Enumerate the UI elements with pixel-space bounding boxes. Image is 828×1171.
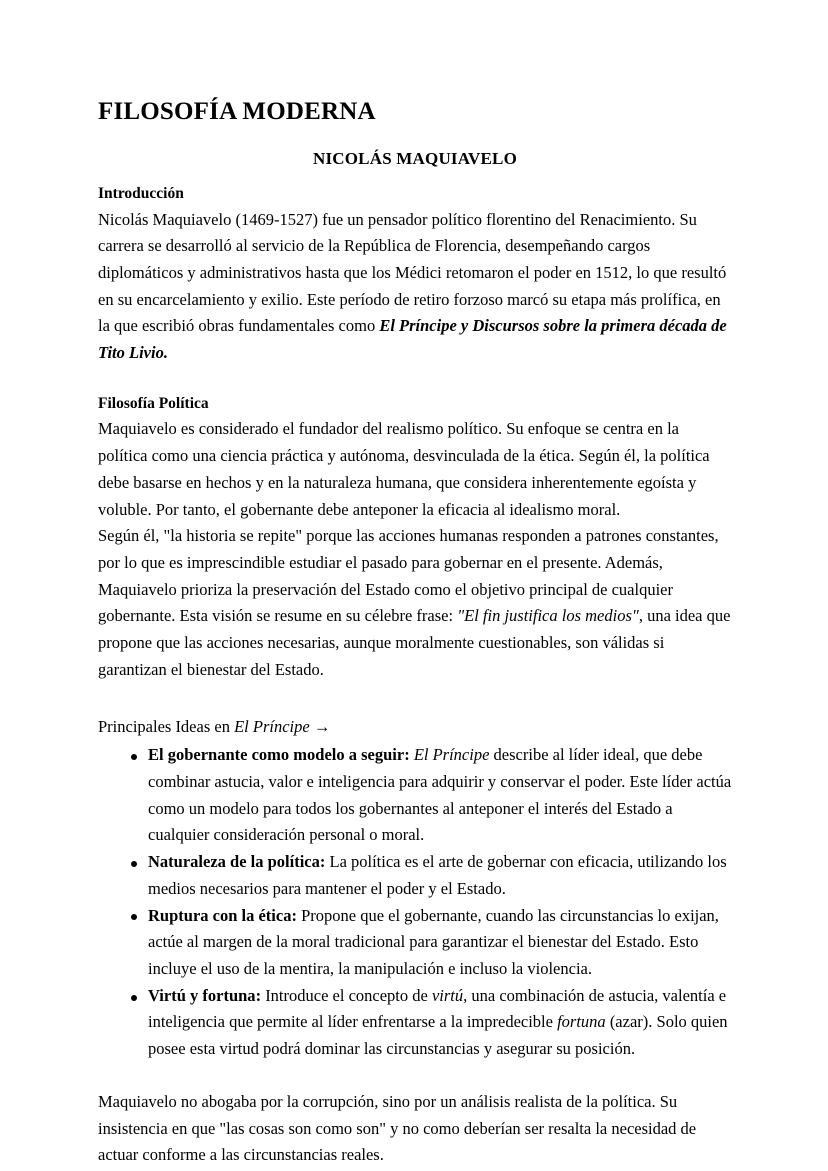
list-item	[98, 849, 732, 902]
closing-paragraph: Maquiavelo no abogaba por la corrupción, sino por un análisis realista de la política. Su insistencia en que "las cosas son como son" y no como deberían ser resalta la necesidad de actuar conforme a las circunstancias reales.	[98, 1091, 697, 1165]
idea-body-part2: , una combinación de astucia, valentía e inteligencia que permite al líder enfrentarse a la impredecible	[148, 985, 727, 1032]
idea-body-part3: (azar). Solo quien posee esta virtud podrá dominar las circunstancias y asegurar su posición.	[148, 1012, 728, 1059]
bullet-icon	[131, 995, 137, 1001]
paragraph-filosofia-politica-1: Maquiavelo es considerado el fundador del realismo político. Su enfoque se centra en la política como una ciencia práctica y autónoma, desvinculada de la ética. Según él, la política debe basarse en hechos y en la naturaleza humana, que considera inherentemente egoísta y voluble. Por tanto, el gobernante debe anteponer la eficacia al idealismo moral.	[98, 419, 710, 519]
section-spacer	[98, 367, 732, 393]
list-item	[98, 983, 732, 1063]
idea-body-part2: describe al líder ideal, que debe combinar astucia, valor e inteligencia para adquirir y conservar el poder. Este líder actúa como un modelo para todos los gobernantes al anteponer el interés del Estado a cualquier consideración personal o moral.	[148, 745, 732, 845]
fp-text-after-quote: , una idea que propone que las acciones necesarias, aunque moralmente cuestionables, son válidas si garantizan el bienestar del Estado.	[98, 606, 731, 679]
bullet-icon	[131, 861, 137, 867]
document-content	[98, 98, 732, 1169]
idea-term: Virtú y fortuna	[148, 985, 256, 1005]
section-heading-introduccion: Introducción	[98, 185, 184, 203]
idea-separator: :	[404, 745, 410, 765]
ideas-lead-work-title: El Príncipe	[234, 716, 310, 736]
section-heading-filosofia-politica: Filosofía Política	[98, 394, 209, 412]
paragraph-filosofia-politica-2	[98, 523, 732, 683]
list-spacer	[98, 684, 732, 714]
idea-italic-work: El Príncipe	[413, 745, 490, 765]
list-item	[98, 742, 732, 849]
idea-italic-virtu: virtú	[431, 985, 464, 1005]
ideas-list	[98, 742, 732, 1063]
ideas-lead-line	[98, 714, 732, 741]
idea-term: El gobernante como modelo a seguir	[148, 745, 405, 765]
intro-text-plain: Nicolás Maquiavelo (1469-1527) fue un pensador político florentino del Renacimiento. Su carrera se desarrolló al servicio de la República de Florencia, desempeñando cargos diplomáticos y administrativos hasta que los Médici retomaron el poder en 1512, lo que resultó en su encarcelamiento y exilio. Este período de retiro forzoso marcó su etapa más prolífica, en la que escribió obras fundamentales como	[98, 209, 727, 336]
arrow-icon: →	[313, 716, 331, 736]
ideas-lead-text: Principales Ideas en	[98, 716, 235, 736]
intro-works-title: El Príncipe y Discursos sobre la primera década de Tito Livio.	[98, 316, 727, 363]
paragraph-introduccion	[98, 207, 732, 367]
idea-separator: :	[319, 852, 326, 872]
idea-separator: :	[291, 905, 297, 925]
idea-separator: :	[255, 985, 262, 1005]
famous-quote: "El fin justifica los medios"	[457, 606, 639, 626]
bullet-icon	[131, 914, 137, 920]
fp-text-before-quote: Según él, "la historia se repite" porque las acciones humanas responden a patrones constantes, por lo que es imprescindible estudiar el pasado para gobernar en el presente. Además, Maquiavelo prioriza la preservación del Estado como el objetivo principal de cualquier gobernante. Esta visión se resume en su célebre frase:	[98, 526, 719, 626]
idea-body-part1: Propone que el gobernante, cuando las circunstancias lo exijan, actúe al margen de la moral tradicional para garantizar el bienestar del Estado. Esto incluye el uso de la mentira, la manipulación e incluso la violencia.	[148, 905, 719, 979]
page-title: FILOSOFÍA MODERNA	[98, 98, 376, 125]
bullet-icon	[131, 754, 137, 760]
idea-term: Naturaleza de la política	[148, 852, 320, 872]
idea-italic-fortuna: fortuna	[557, 1012, 606, 1032]
idea-body-part1: La política es el arte de gobernar con eficacia, utilizando los medios necesarios para mantener el poder y el Estado.	[148, 852, 727, 898]
idea-term: Ruptura con la ética	[148, 905, 292, 925]
idea-body-part1: Introduce el concepto de	[261, 985, 432, 1005]
document-subtitle: NICOLÁS MAQUIAVELO	[312, 148, 517, 168]
list-item	[98, 903, 732, 983]
closing-spacer	[98, 1063, 732, 1089]
